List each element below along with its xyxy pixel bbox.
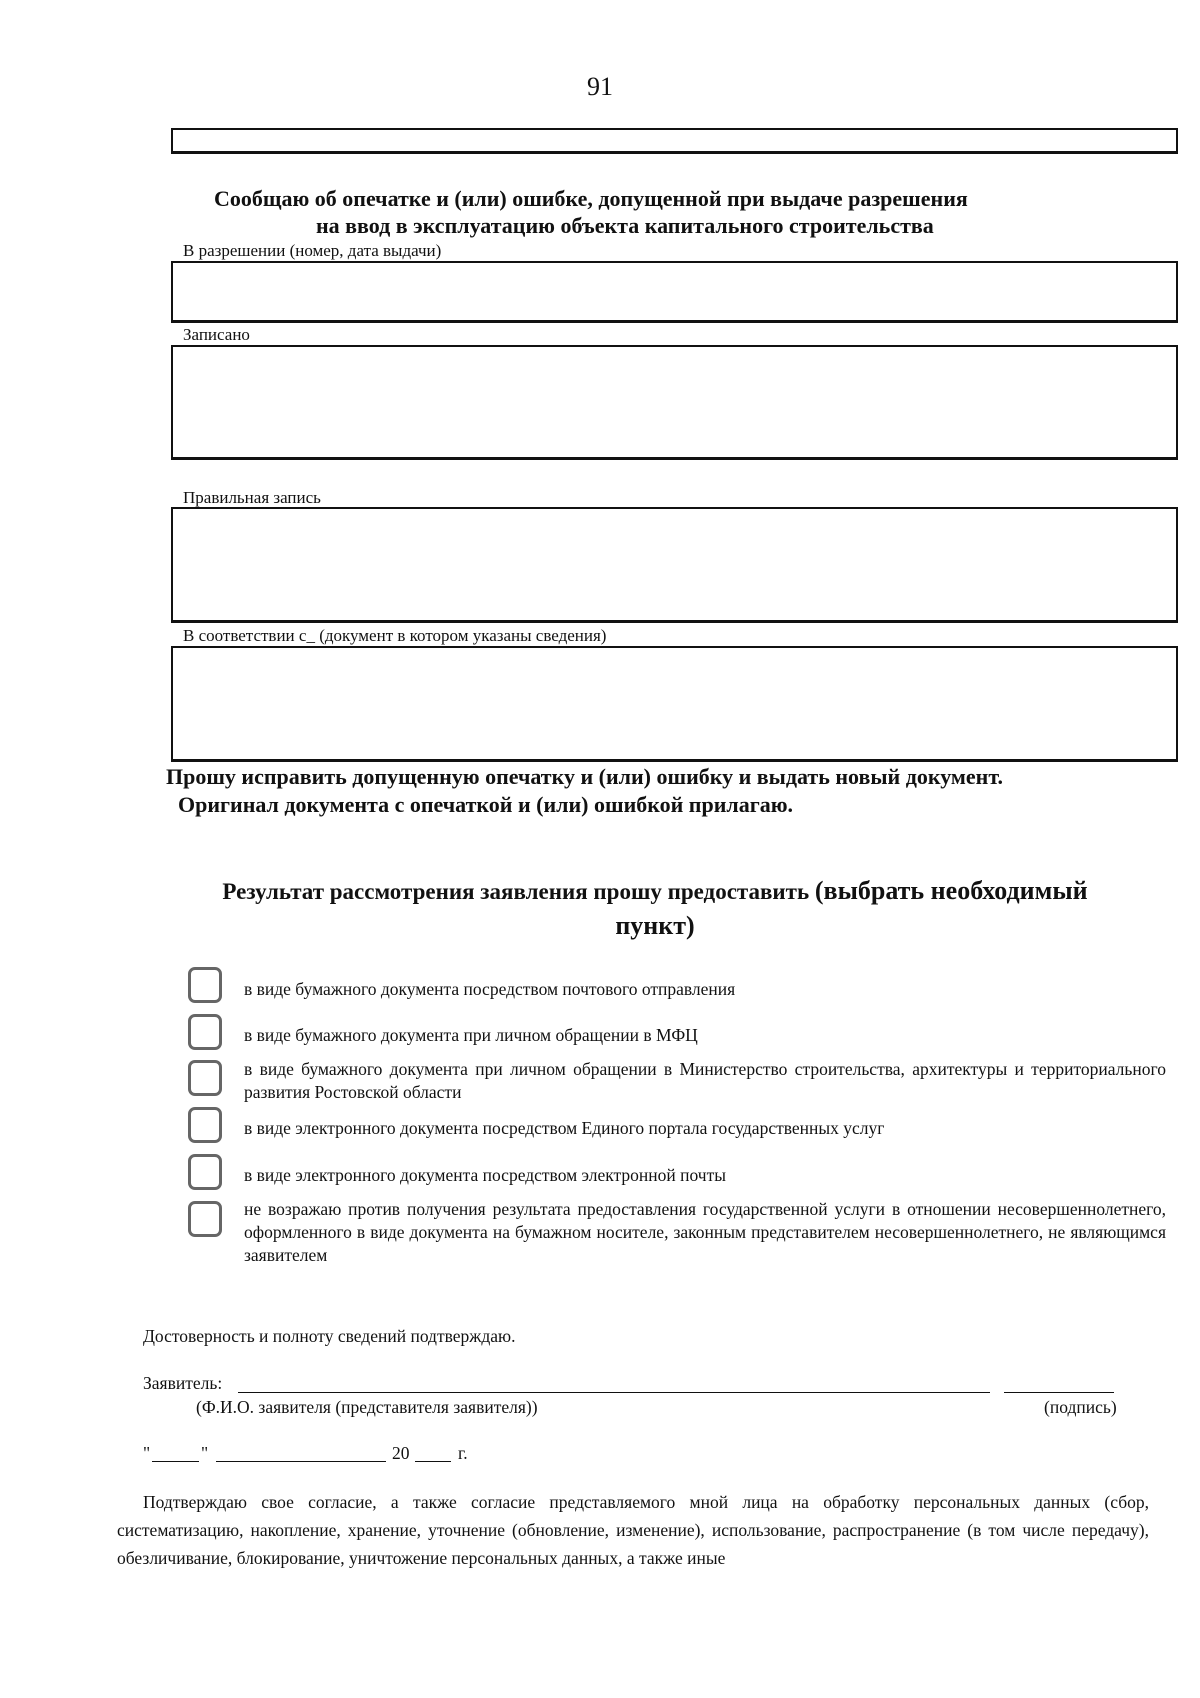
recorded-label: Записано [183, 325, 250, 344]
recorded-field[interactable] [171, 345, 1178, 460]
option-checkbox-gosuslugi[interactable] [188, 1107, 222, 1143]
basis-label: В соответствии с_ (документ в котором указаны сведения) [183, 626, 607, 645]
correct-label: Правильная запись [183, 488, 321, 507]
result-title-part-2: (выбрать необходимый [814, 876, 1088, 905]
date-quote-open: " [143, 1443, 151, 1463]
option-label-gosuslugi: в виде электронного документа посредством Единого портала государственных услуг [244, 1118, 885, 1138]
option-checkbox-email[interactable] [188, 1154, 222, 1190]
date-year-suffix: г. [458, 1443, 468, 1463]
applicant-signature-line[interactable] [1004, 1392, 1114, 1393]
signature-caption: (подпись) [1044, 1397, 1117, 1417]
option-checkbox-mail[interactable] [188, 967, 222, 1003]
option-label-mail: в виде бумажного документа посредством почтового отправления [244, 979, 736, 999]
heading-line-1: Сообщаю об опечатке и (или) ошибке, допущенной при выдаче разрешения [214, 186, 968, 211]
applicant-name-line[interactable] [238, 1392, 990, 1393]
option-checkbox-minor-consent[interactable] [188, 1201, 222, 1237]
date-quote-close: " [201, 1443, 209, 1463]
confirmation-text: Достоверность и полноту сведений подтверждаю. [143, 1326, 516, 1346]
permit-field[interactable] [171, 261, 1178, 323]
date-day-line[interactable] [152, 1461, 199, 1462]
option-checkbox-mfc[interactable] [188, 1014, 222, 1050]
applicant-label: Заявитель: [143, 1373, 223, 1393]
applicant-name-caption: (Ф.И.О. заявителя (представителя заявителя)) [196, 1397, 538, 1417]
option-label-email: в виде электронного документа посредством электронной почты [244, 1165, 726, 1185]
request-line-1: Прошу исправить допущенную опечатку и (или) ошибку и выдать новый документ. [166, 764, 1003, 789]
basis-field[interactable] [171, 646, 1178, 762]
request-line-2: Оригинал документа с опечаткой и (или) ошибкой прилагаю. [178, 792, 794, 817]
result-title [175, 874, 1135, 944]
option-checkbox-ministry[interactable] [188, 1060, 222, 1096]
date-year-line[interactable] [415, 1461, 451, 1462]
page-number: 91 [587, 72, 613, 101]
date-year-prefix: 20 [392, 1443, 410, 1463]
result-title-part-3: пункт) [615, 911, 695, 940]
correct-field[interactable] [171, 507, 1178, 623]
permit-label: В разрешении (номер, дата выдачи) [183, 241, 442, 260]
top-empty-box [171, 128, 1178, 154]
option-label-mfc: в виде бумажного документа при личном обращении в МФЦ [244, 1025, 698, 1045]
heading-line-2: на ввод в эксплуатацию объекта капитального строительства [316, 213, 934, 238]
option-label-ministry: в виде бумажного документа при личном обращении в Министерство строительства, архитектуры и территориального развития Ростовской области [244, 1059, 1166, 1102]
date-month-line[interactable] [216, 1461, 386, 1462]
consent-text: Подтверждаю свое согласие, а также согласие представляемого мной лица на обработку персональных данных (сбор, систематизацию, накопление, хранение, уточнение (обновление, изменение), использование, распространение (в том числе передачу), обезличивание, блокирование, уничтожение персональных данных, а также иные [117, 1492, 1149, 1568]
option-label-minor-consent: не возражаю против получения результата предоставления государственной услуги в отношении несовершеннолетнего, оформленного в виде документа на бумажном носителе, законным представителем несовершеннолетнего, не являющимся заявителем [244, 1199, 1166, 1265]
result-title-part-1: Результат рассмотрения заявления прошу предоставить [222, 879, 810, 904]
